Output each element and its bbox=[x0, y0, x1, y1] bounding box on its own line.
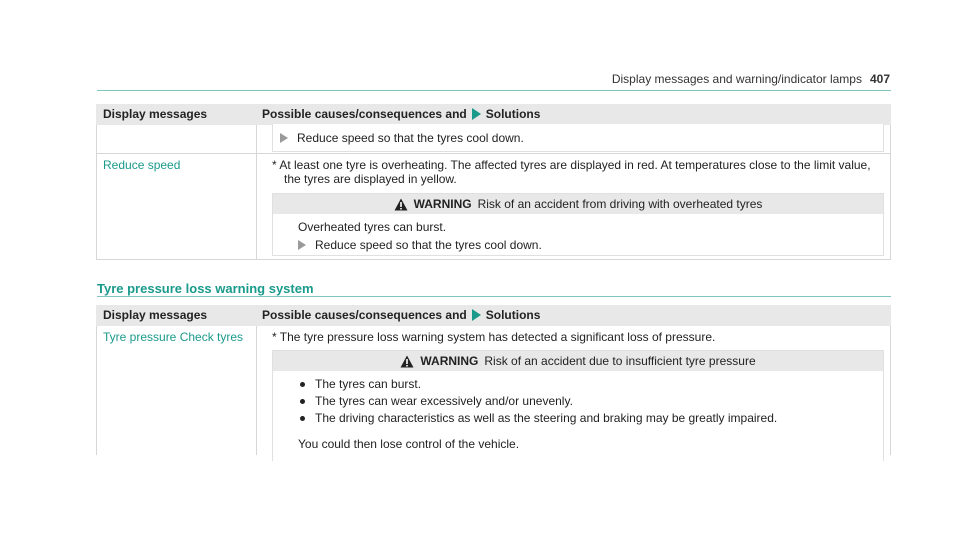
table-header bbox=[96, 305, 891, 326]
message-reduce-speed: Reduce speed bbox=[103, 158, 181, 172]
header-rule bbox=[97, 90, 891, 91]
warning-header bbox=[273, 194, 883, 214]
step-text: Reduce speed so that the tyres cool down. bbox=[297, 131, 524, 145]
table-border-right bbox=[890, 326, 891, 455]
step-instruction bbox=[298, 238, 542, 252]
cause-text: * The tyre pressure loss warning system has detected a significant loss of pressure. bbox=[272, 330, 716, 344]
list-item: The driving characteristics as well as the steering and braking may be greatly impaired. bbox=[298, 411, 777, 428]
step-arrow-icon bbox=[298, 240, 306, 250]
col-header-causes bbox=[262, 107, 540, 121]
column-divider bbox=[256, 125, 257, 260]
cause-line-2: the tyres are displayed in yellow. bbox=[284, 172, 457, 186]
running-header-title: Display messages and warning/indicator lamps bbox=[611, 72, 862, 86]
warning-header bbox=[273, 351, 883, 371]
message-tyre-pressure-check-tyres: Tyre pressure Check tyres bbox=[103, 330, 244, 344]
list-item: The tyres can wear excessively and/or unevenly. bbox=[298, 394, 777, 411]
col-header-solutions-label: Solutions bbox=[485, 107, 541, 121]
solutions-arrow-icon bbox=[472, 309, 481, 321]
closing-text: You could then lose control of the vehicle. bbox=[298, 437, 520, 451]
warning-text: Risk of an accident from driving with overheated tyres bbox=[477, 197, 763, 211]
table-border-left bbox=[96, 125, 97, 260]
warning-triangle-icon bbox=[400, 355, 414, 368]
warning-label: WARNING bbox=[420, 354, 479, 368]
col-header-causes-label: Possible causes/consequences and bbox=[262, 308, 467, 322]
step-instruction bbox=[280, 131, 524, 145]
warning-text: Risk of an accident due to insufficient tyre pressure bbox=[484, 354, 756, 368]
section-title: Tyre pressure loss warning system bbox=[97, 281, 314, 296]
warning-box-tyre-pressure bbox=[272, 350, 884, 461]
warning-box-overheated bbox=[272, 193, 884, 256]
table-header bbox=[96, 104, 891, 125]
column-divider bbox=[256, 326, 257, 455]
col-header-causes-label: Possible causes/consequences and bbox=[262, 107, 467, 121]
col-header-solutions-label: Solutions bbox=[485, 308, 541, 322]
table-border-right bbox=[890, 125, 891, 260]
page-number: 407 bbox=[869, 72, 890, 86]
col-header-display-messages: Display messages bbox=[103, 107, 208, 121]
table-border-bottom bbox=[96, 259, 891, 260]
warning-triangle-icon bbox=[394, 198, 408, 211]
warning-body: Overheated tyres can burst. bbox=[298, 220, 447, 234]
warning-label: WARNING bbox=[413, 197, 472, 211]
table-border-left bbox=[96, 326, 97, 455]
step-box-row1 bbox=[272, 124, 884, 152]
list-item: The tyres can burst. bbox=[298, 377, 777, 394]
col-header-causes bbox=[262, 308, 540, 322]
step-text: Reduce speed so that the tyres cool down. bbox=[315, 238, 542, 252]
solutions-arrow-icon bbox=[472, 108, 481, 120]
section-rule bbox=[97, 296, 891, 297]
col-header-display-messages: Display messages bbox=[103, 308, 208, 322]
display-messages-table-1 bbox=[96, 104, 891, 260]
row-divider bbox=[96, 153, 891, 154]
step-arrow-icon bbox=[280, 133, 288, 143]
consequence-list bbox=[298, 377, 777, 428]
cause-line-1: * At least one tyre is overheating. The affected tyres are displayed in red. At temperatures close to the limit value, bbox=[272, 158, 871, 172]
running-header bbox=[612, 72, 890, 86]
display-messages-table-2 bbox=[96, 305, 891, 455]
